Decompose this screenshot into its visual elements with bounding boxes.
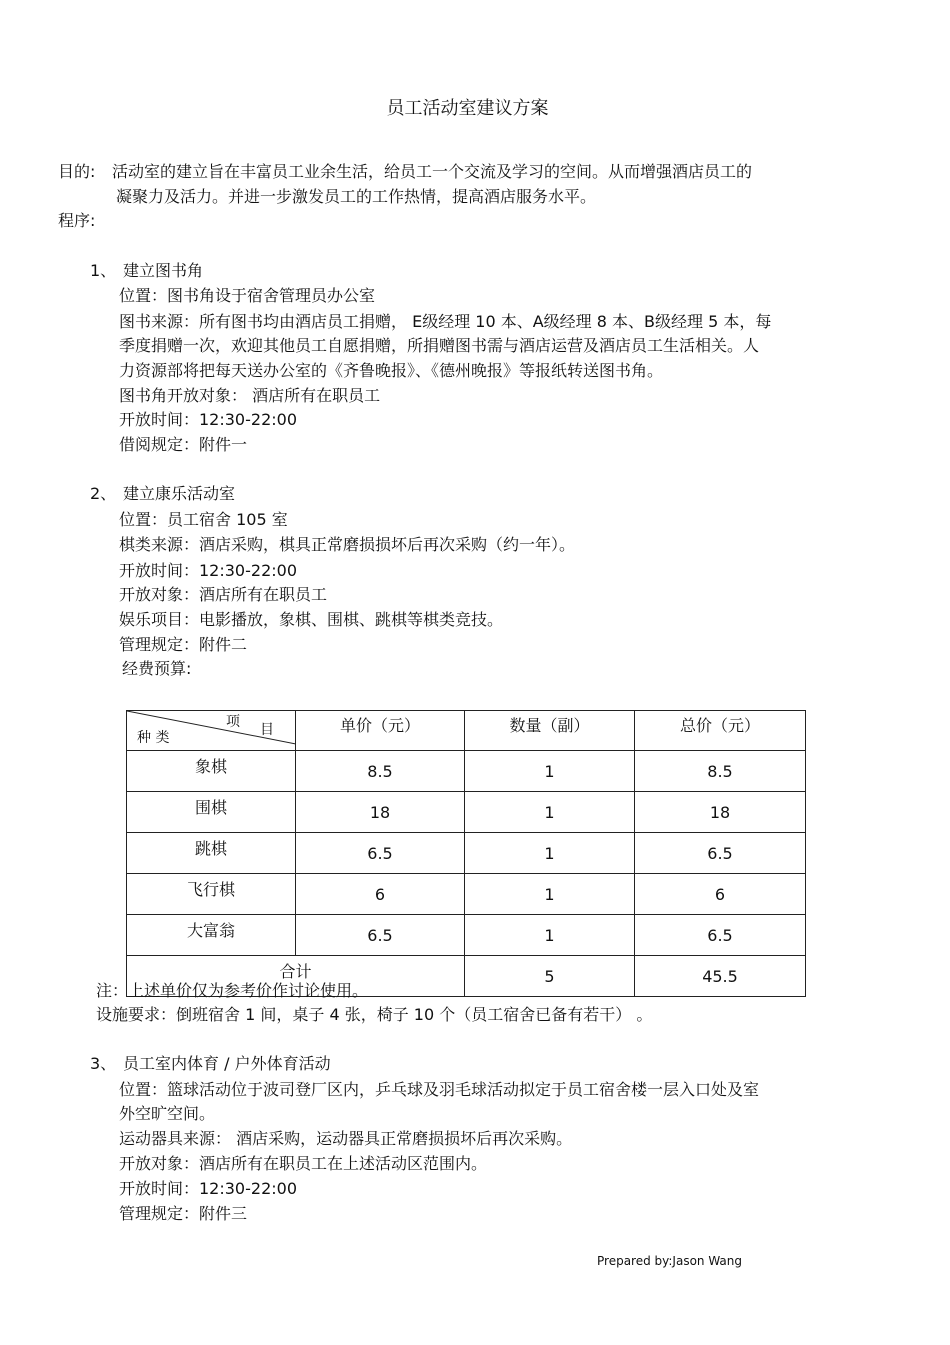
price-note: 注：上述单价仅为参考价作讨论使用。 bbox=[96, 981, 369, 1000]
row-item-name: 跳棋 bbox=[127, 833, 296, 874]
section1-number: 1、 bbox=[90, 261, 117, 280]
section2-audience: 开放对象：酒店所有在职员工 bbox=[119, 585, 328, 604]
section3-number: 3、 bbox=[90, 1054, 117, 1073]
sum-label: 合计 bbox=[127, 956, 465, 997]
header-quantity: 数量（副） bbox=[465, 711, 635, 751]
prepared-by: Prepared by:Jason Wang bbox=[597, 1254, 743, 1268]
section1-source-line3: 力资源部将把每天送办公室的《齐鲁晚报》、《德州晚报》等报纸转送图书角。 bbox=[119, 361, 664, 380]
section2-heading: 建立康乐活动室 bbox=[123, 484, 236, 503]
row-unit-price: 6.5 bbox=[296, 833, 465, 874]
row-total: 6.5 bbox=[635, 915, 806, 956]
row-quantity: 1 bbox=[465, 833, 635, 874]
procedure-label: 程序: bbox=[58, 211, 96, 230]
section3-audience: 开放对象：酒店所有在职员工在上述活动区范围内。 bbox=[119, 1154, 488, 1173]
row-item-name: 飞行棋 bbox=[127, 874, 296, 915]
row-total: 6 bbox=[635, 874, 806, 915]
header-total-price: 总价（元） bbox=[635, 711, 806, 751]
section1-source-line1: 图书来源：所有图书均由酒店员工捐赠， E级经理 10 本、A级经理 8 本、B级经理 5 本，每 bbox=[119, 312, 772, 331]
section1-audience: 图书角开放对象： 酒店所有在职员工 bbox=[119, 386, 381, 405]
row-item-name: 大富翁 bbox=[127, 915, 296, 956]
section3-location-line1: 位置：篮球活动位于波司登厂区内，乒乓球及羽毛球活动拟定于员工宿舍楼一层入口处及室 bbox=[119, 1080, 760, 1099]
table-row bbox=[127, 915, 806, 956]
section3-source: 运动器具来源： 酒店采购，运动器具正常磨损损坏后再次采购。 bbox=[119, 1129, 573, 1148]
sum-quantity: 5 bbox=[465, 956, 635, 997]
page-title: 员工活动室建议方案 bbox=[386, 98, 549, 119]
row-total: 6.5 bbox=[635, 833, 806, 874]
row-item-name: 象棋 bbox=[127, 751, 296, 792]
facility-requirements: 设施要求：倒班宿舍 1 间，桌子 4 张，椅子 10 个（员工宿舍已备有若干） 。 bbox=[96, 1005, 653, 1024]
header-unit-price: 单价（元） bbox=[296, 711, 465, 751]
row-total: 18 bbox=[635, 792, 806, 833]
budget-table bbox=[126, 710, 806, 997]
purpose-text-line1: 活动室的建立旨在丰富员工业余生活，给员工一个交流及学习的空间。从而增强酒店员工的 bbox=[112, 162, 753, 181]
table-header-row bbox=[127, 711, 806, 751]
purpose-label: 目的: bbox=[58, 162, 96, 181]
row-item-name: 围棋 bbox=[127, 792, 296, 833]
row-quantity: 1 bbox=[465, 751, 635, 792]
section2-source: 棋类来源：酒店采购，棋具正常磨损损坏后再次采购（约一年）。 bbox=[119, 535, 576, 554]
section3-location-line2: 外空旷空间。 bbox=[119, 1104, 216, 1123]
row-total: 8.5 bbox=[635, 751, 806, 792]
table-corner-cell bbox=[127, 711, 296, 751]
row-quantity: 1 bbox=[465, 915, 635, 956]
section2-budget-label: 经费预算: bbox=[122, 659, 192, 678]
table-row bbox=[127, 792, 806, 833]
section2-location: 位置：员工宿舍 105 室 bbox=[119, 510, 288, 529]
section3-heading: 员工室内体育 / 户外体育活动 bbox=[123, 1054, 331, 1073]
section2-number: 2、 bbox=[90, 484, 117, 503]
section1-source-line2: 季度捐赠一次，欢迎其他员工自愿捐赠，所捐赠图书需与酒店运营及酒店员工生活相关。人 bbox=[119, 336, 760, 355]
section3-rules: 管理规定：附件三 bbox=[119, 1204, 248, 1223]
row-unit-price: 6 bbox=[296, 874, 465, 915]
section1-hours: 开放时间：12:30-22:00 bbox=[119, 410, 297, 429]
corner-label-right: 目 bbox=[260, 722, 274, 738]
section2-entertainment: 娱乐项目：电影播放，象棋、围棋、跳棋等棋类竞技。 bbox=[119, 610, 504, 629]
row-unit-price: 18 bbox=[296, 792, 465, 833]
row-quantity: 1 bbox=[465, 874, 635, 915]
table-row bbox=[127, 874, 806, 915]
table-row bbox=[127, 751, 806, 792]
section1-location: 位置：图书角设于宿舍管理员办公室 bbox=[119, 286, 376, 305]
section2-hours: 开放时间：12:30-22:00 bbox=[119, 561, 297, 580]
row-unit-price: 6.5 bbox=[296, 915, 465, 956]
purpose-text-line2: 凝聚力及活力。并进一步激发员工的工作热情，提高酒店服务水平。 bbox=[116, 187, 597, 206]
section1-heading: 建立图书角 bbox=[123, 261, 204, 280]
section1-rules: 借阅规定：附件一 bbox=[119, 435, 248, 454]
row-unit-price: 8.5 bbox=[296, 751, 465, 792]
row-quantity: 1 bbox=[465, 792, 635, 833]
corner-label-bottom: 种 类 bbox=[137, 730, 170, 746]
table-row bbox=[127, 833, 806, 874]
section2-rules: 管理规定：附件二 bbox=[119, 635, 248, 654]
corner-label-top: 项 bbox=[226, 714, 240, 730]
sum-total: 45.5 bbox=[635, 956, 806, 997]
section3-hours: 开放时间：12:30-22:00 bbox=[119, 1179, 297, 1198]
